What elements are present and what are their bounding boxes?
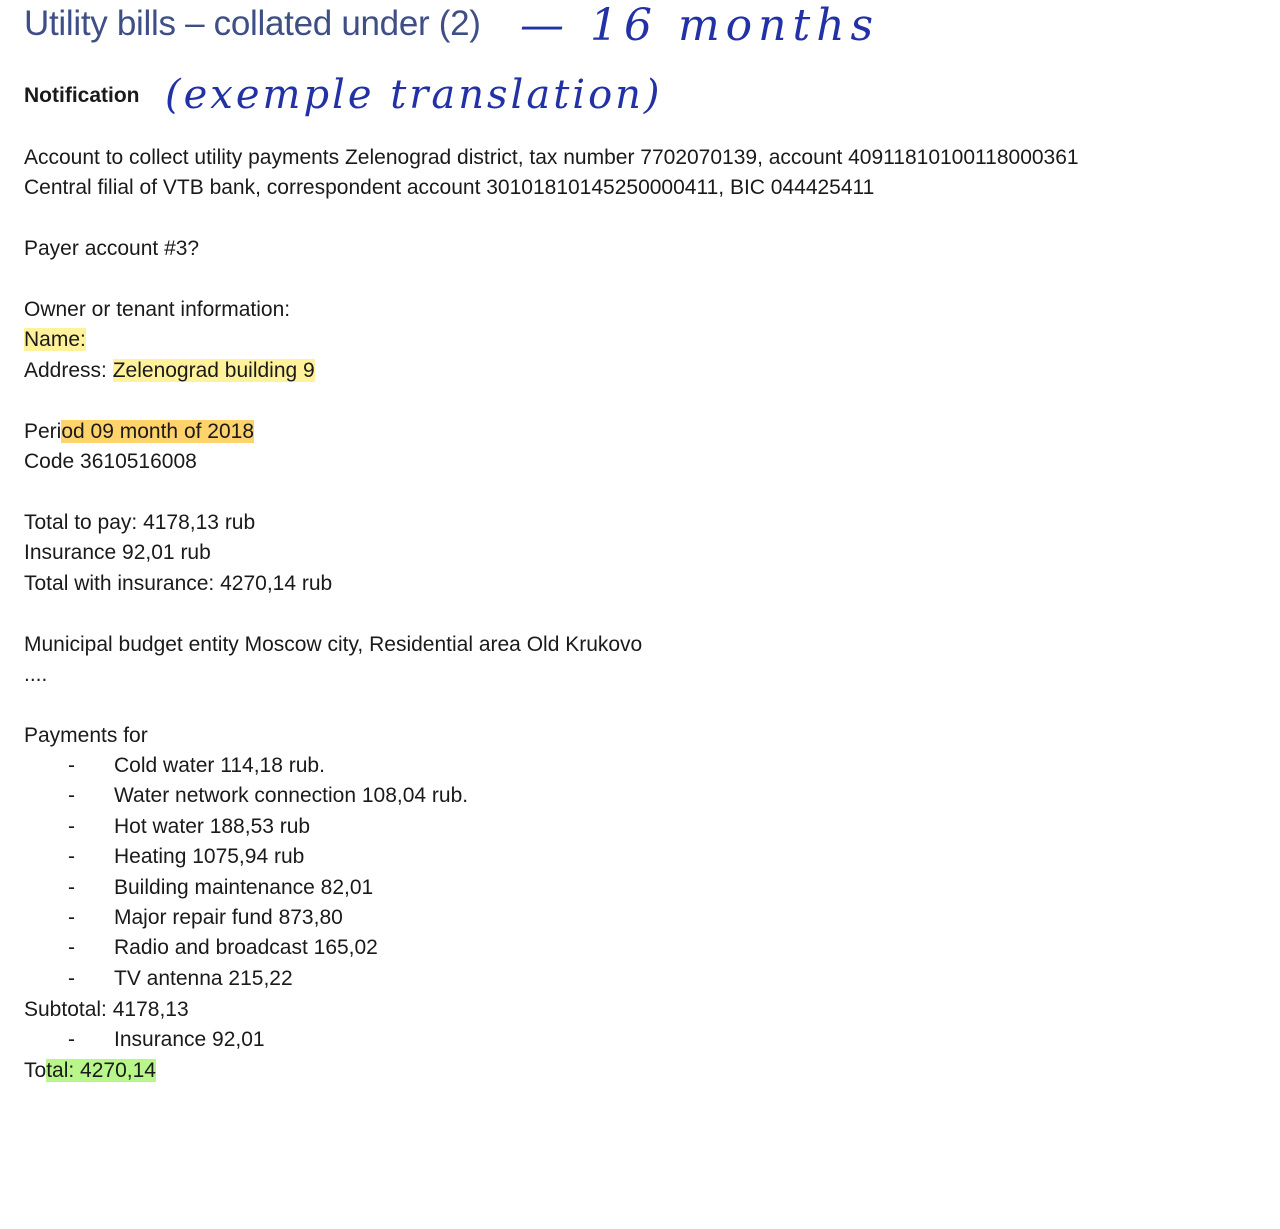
document-title: Utility bills – collated under (2) (24, 4, 481, 43)
owner-address-row (24, 357, 315, 385)
payer-account-line: Payer account #3? (24, 237, 200, 260)
payment-item: Hot water 188,53 rub (114, 815, 311, 838)
handwritten-translation-note: (exemple translation) (165, 72, 663, 118)
period-row (24, 418, 254, 446)
code-line: Code 3610516008 (24, 450, 197, 473)
total-with-insurance-line: Total with insurance: 4270,14 rub (24, 572, 333, 595)
bank-account-line: Account to collect utility payments Zelenograd district, tax number 7702070139, account 40911810100118000361 (24, 146, 1079, 169)
payment-item: TV antenna 215,22 (114, 967, 293, 990)
insurance-bullet: - (68, 1028, 75, 1051)
notification-heading: Notification (24, 84, 140, 107)
total-value: tal: 4270,14 (46, 1059, 156, 1082)
payment-bullet: - (68, 845, 75, 868)
payment-item: Building maintenance 82,01 (114, 876, 374, 899)
payment-item: Heating 1075,94 rub (114, 845, 305, 868)
total-row (24, 1057, 156, 1085)
total-prefix: To (24, 1059, 47, 1082)
subtotal-line: Subtotal: 4178,13 (24, 998, 189, 1021)
total-to-pay-line: Total to pay: 4178,13 rub (24, 511, 256, 534)
payment-item: Cold water 114,18 rub. (114, 754, 325, 777)
payment-bullet: - (68, 936, 75, 959)
owner-name-label: Name: (24, 328, 86, 351)
bank-correspondent-line: Central filial of VTB bank, correspondent account 30101810145250000411, BIC 044425411 (24, 176, 875, 199)
payments-heading: Payments for (24, 724, 148, 747)
payment-bullet: - (68, 815, 75, 838)
payment-bullet: - (68, 967, 75, 990)
payment-item: Water network connection 108,04 rub. (114, 784, 469, 807)
owner-address-value: Zelenograd building 9 (112, 359, 315, 382)
payment-bullet: - (68, 876, 75, 899)
entity-line: Municipal budget entity Moscow city, Residential area Old Krukovo (24, 633, 643, 656)
insurance-line: Insurance 92,01 rub (24, 541, 211, 564)
owner-address-label: Address: (24, 359, 107, 382)
payment-bullet: - (68, 784, 75, 807)
handwritten-title-annotation: — 16 months (520, 0, 880, 51)
period-label: Peri (24, 420, 62, 443)
owner-name-row (24, 326, 86, 354)
payment-bullet: - (68, 906, 75, 929)
payment-item: Radio and broadcast 165,02 (114, 936, 378, 959)
period-value: od 09 month of 2018 (61, 420, 255, 443)
payment-bullet: - (68, 754, 75, 777)
insurance-item: Insurance 92,01 (114, 1028, 265, 1051)
ellipsis-line: .... (24, 663, 48, 686)
owner-heading: Owner or tenant information: (24, 298, 291, 321)
payment-item: Major repair fund 873,80 (114, 906, 343, 929)
